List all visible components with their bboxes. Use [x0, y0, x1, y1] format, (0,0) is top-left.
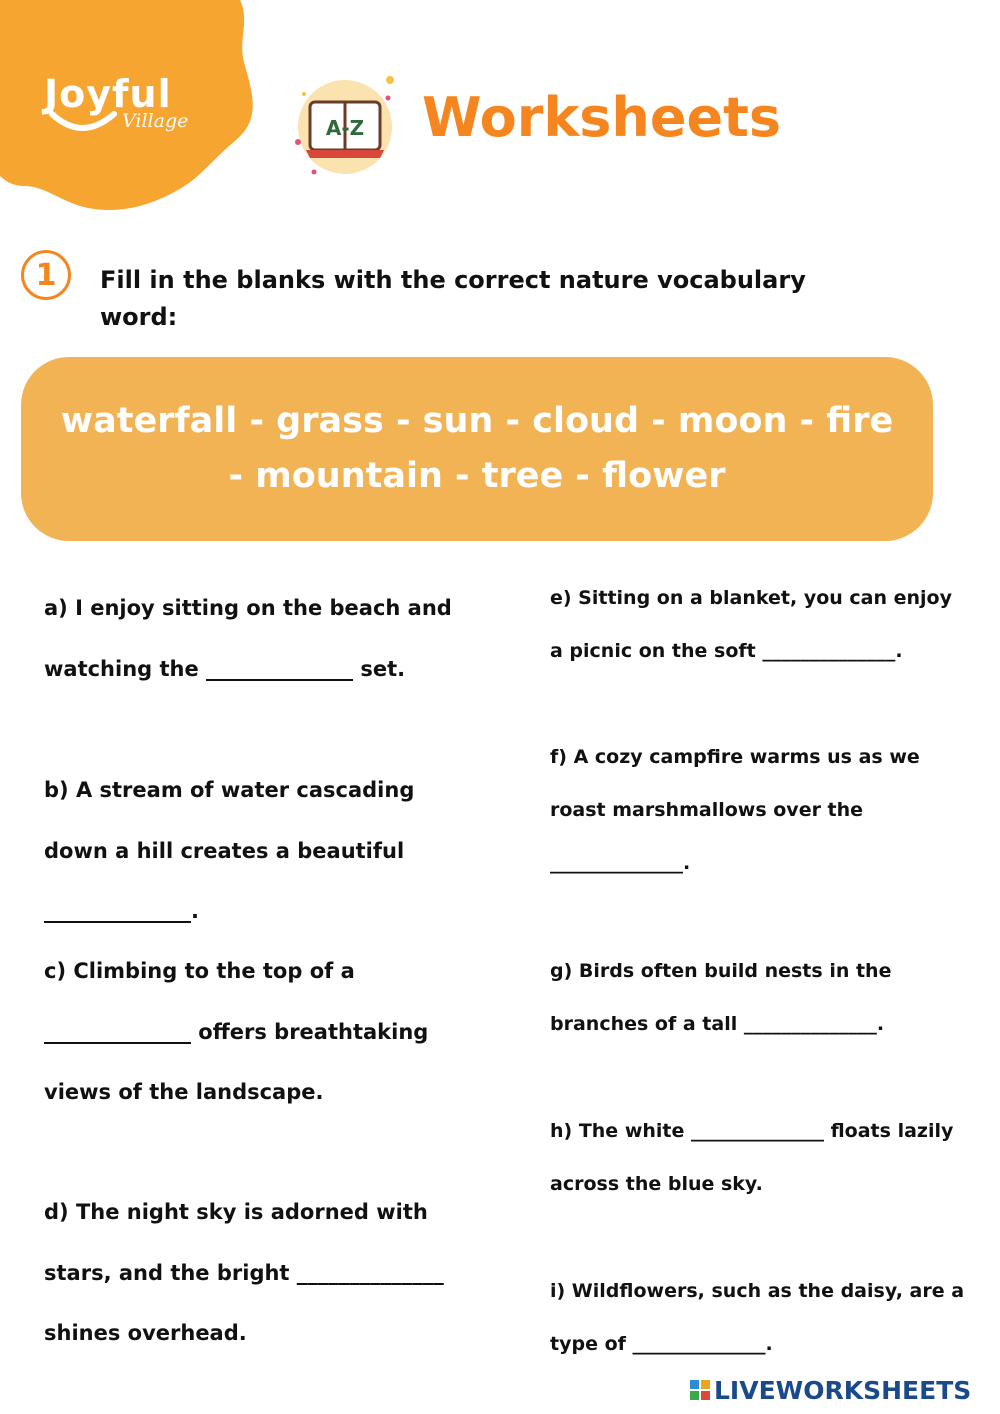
question-f: f) A cozy campfire warms us as we roast marshmallows over the ______________. — [550, 746, 920, 874]
question-a: a) I enjoy sitting on the beach and watching the ______________ set. — [44, 596, 452, 681]
question-c: c) Climbing to the top of a ______________ offers breathtaking views of the landscape. — [44, 959, 429, 1104]
exercise-number: 1 — [21, 250, 71, 300]
liveworksheets-grid-icon — [690, 1380, 710, 1400]
word-bank — [21, 357, 933, 541]
book-icon — [290, 72, 400, 182]
smile-icon — [48, 108, 118, 138]
question-g: g) Birds often build nests in the branches of a tall ______________. — [550, 960, 892, 1035]
question-e: e) Sitting on a blanket, you can enjoy a picnic on the soft ______________. — [550, 587, 952, 662]
exercise-instruction: Fill in the blanks with the correct nature vocabulary word: — [100, 266, 806, 331]
brand-logo — [44, 72, 194, 142]
book-icon-text: A-Z — [325, 116, 365, 140]
brand-name: Joyful — [44, 72, 172, 116]
page-title: Worksheets — [422, 86, 782, 149]
word-bank-text: waterfall - grass - sun - cloud - moon - fire - mountain - tree - flower — [60, 401, 894, 496]
liveworksheets-logo — [690, 1374, 971, 1406]
question-d: d) The night sky is adorned with stars, and the bright ______________ shines overhead. — [44, 1200, 444, 1345]
question-i: i) Wildflowers, such as the daisy, are a type of ______________. — [550, 1280, 965, 1355]
brand-subname: Village — [122, 110, 189, 132]
question-h: h) The white ______________ floats lazily across the blue sky. — [550, 1120, 954, 1195]
liveworksheets-text: LIVEWORKSHEETS — [714, 1375, 972, 1405]
question-b: b) A stream of water cascading down a hill creates a beautiful ______________. — [44, 778, 415, 923]
